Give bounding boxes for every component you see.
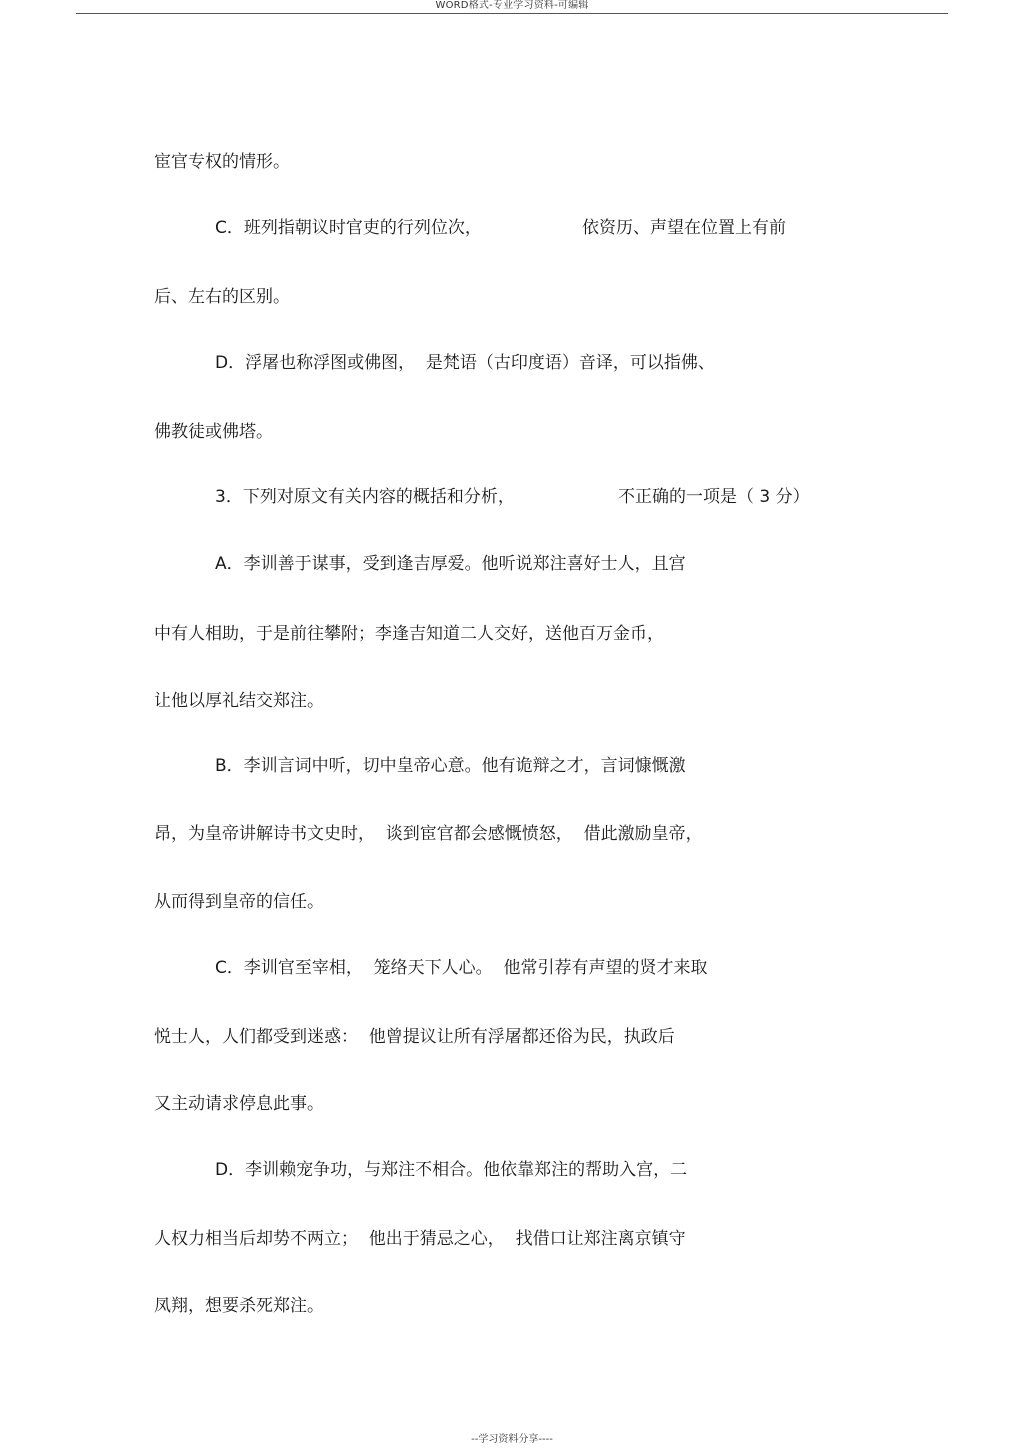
answer-a-line-1: A．李训善于谋事，受到逢吉厚爱。他听说郑注喜好士人，且宫	[215, 554, 686, 574]
header-text: WORD格式-专业学习资料-可编辑	[435, 0, 589, 11]
answer-d-line-2: 人权力相当后却势不两立； 他出于猜忌之心， 找借口让郑注离京镇守	[154, 1229, 686, 1249]
answer-a-line-3: 让他以厚礼结交郑注。	[154, 691, 324, 711]
option-c-definition-part2: 依资历、声望在位置上有前	[582, 218, 786, 238]
answer-b-line-2: 昂，为皇帝讲解诗书文史时， 谈到宦官都会感慨愤怒， 借此激励皇帝，	[154, 824, 703, 844]
question-3-part1: 3．下列对原文有关内容的概括和分析，	[215, 487, 515, 507]
answer-b-line-3: 从而得到皇帝的信任。	[154, 892, 324, 912]
answer-d-line-3: 凤翔，想要杀死郑注。	[154, 1296, 324, 1316]
text-line-5: 佛教徒或佛塔。	[154, 422, 273, 442]
text-line-1: 宦官专权的情形。	[154, 152, 290, 172]
answer-d-line-1: D．李训赖宠争功，与郑注不相合。他依靠郑注的帮助入宫，二	[215, 1160, 688, 1180]
page-header	[0, 0, 1024, 14]
answer-b-line-1: B．李训言词中听，切中皇帝心意。他有诡辩之才，言词慷慨激	[215, 756, 686, 776]
answer-c-line-3: 又主动请求停息此事。	[154, 1094, 324, 1114]
answer-a-line-2: 中有人相助，于是前往攀附；李逢吉知道二人交好，送他百万金币，	[154, 624, 664, 644]
option-d-definition: D．浮屠也称浮图或佛图， 是梵语（古印度语）音译，可以指佛、	[215, 353, 715, 373]
answer-c-line-2: 悦士人，人们都受到迷惑： 他曾提议让所有浮屠都还俗为民，执政后	[154, 1027, 675, 1047]
page-footer: --学习资料分享----	[471, 1434, 553, 1445]
option-c-definition-part1: C．班列指朝议时官吏的行列位次，	[215, 218, 482, 238]
question-3-part2: 不正确的一项是（ 3 分）	[618, 487, 810, 507]
header-rule	[76, 13, 948, 14]
text-line-3: 后、左右的区别。	[154, 287, 290, 307]
answer-c-line-1: C．李训官至宰相， 笼络天下人心。 他常引荐有声望的贤才来取	[215, 958, 708, 978]
